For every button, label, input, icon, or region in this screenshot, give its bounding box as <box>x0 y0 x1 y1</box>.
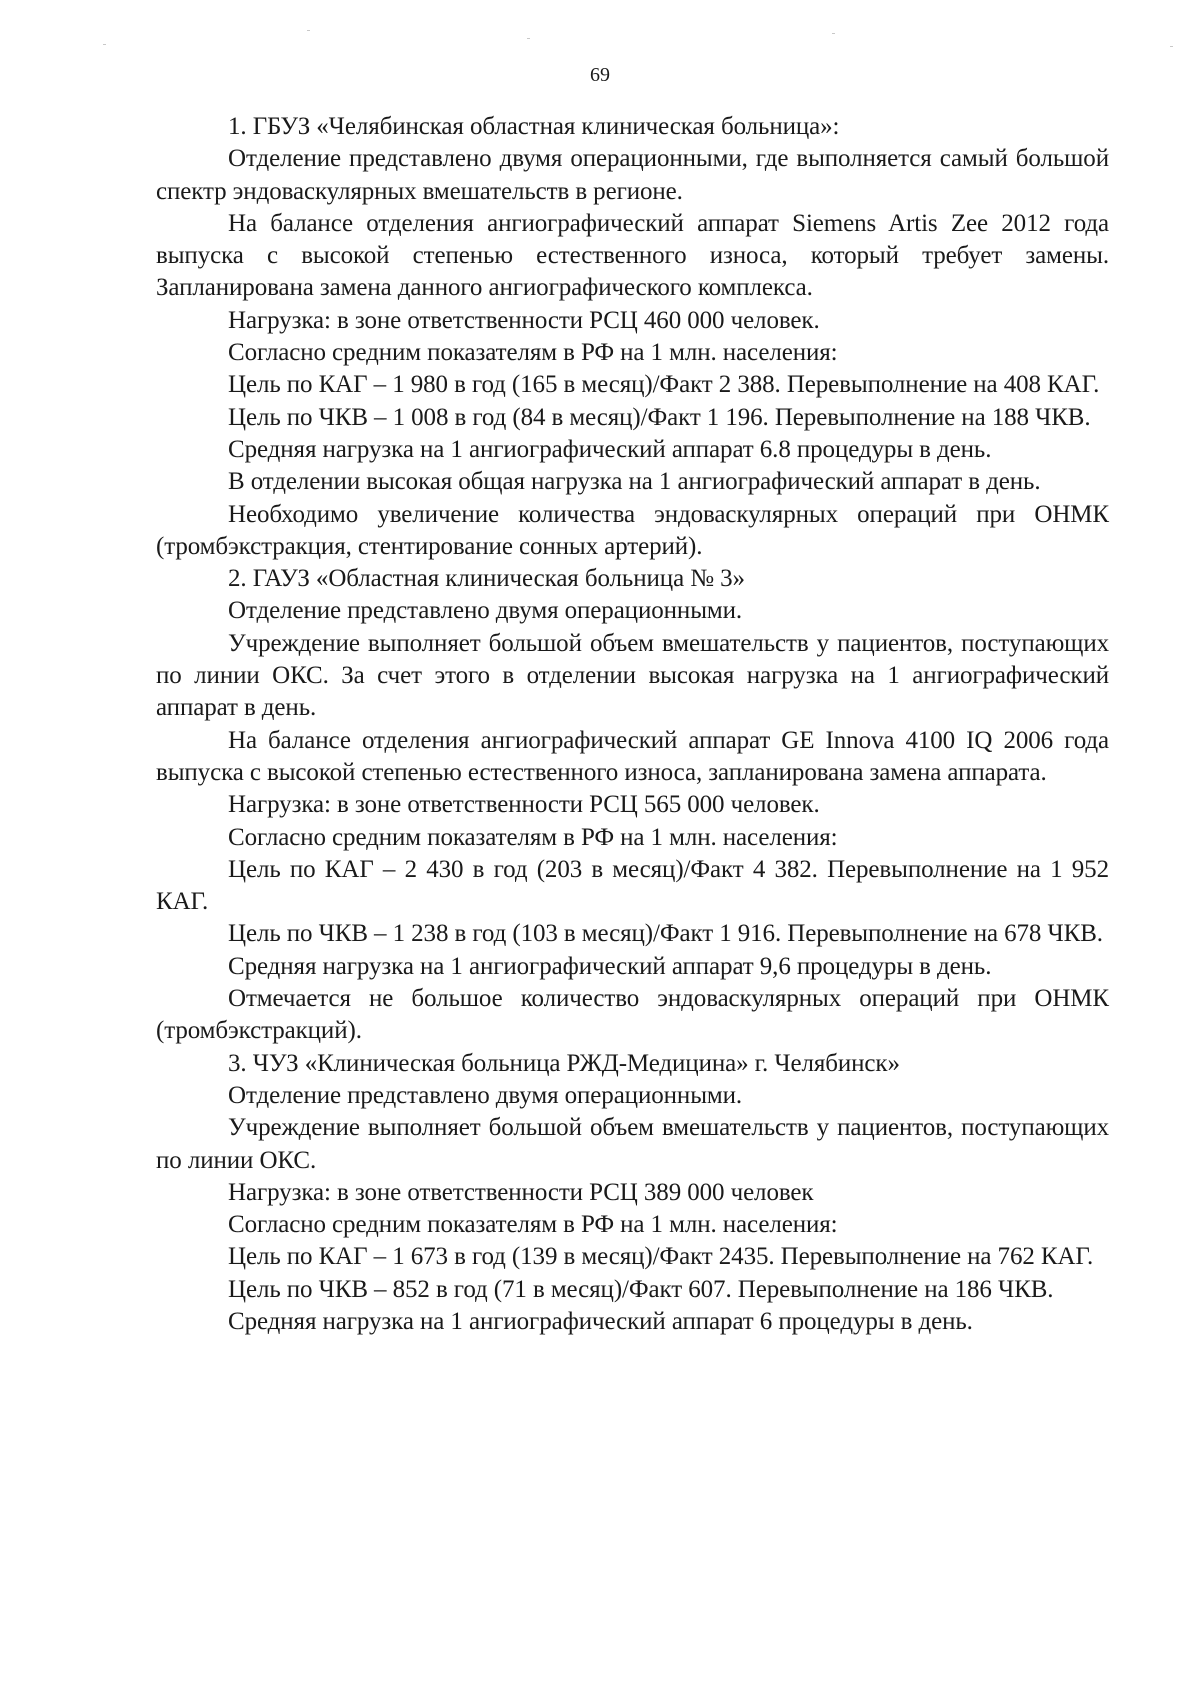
paragraph: На балансе отделения ангиографический аппарат Siemens Artis Zee 2012 года выпуска с высокой степенью естественного износа, который требует замены. Запланирована замена данного ангиографического комплекса. <box>156 209 1109 302</box>
paragraph: Нагрузка: в зоне ответственности РСЦ 460 000 человек. <box>228 306 820 334</box>
paragraph: Отделение представлено двумя операционными, где выполняется самый большой спектр эндоваскулярных вмешательств в регионе. <box>156 145 1109 205</box>
scan-speck <box>832 33 835 34</box>
paragraph: Отделение представлено двумя операционными. <box>228 597 743 625</box>
paragraph: В отделении высокая общая нагрузка на 1 ангиографический аппарат в день. <box>228 468 1041 496</box>
paragraph: Отделение представлено двумя операционными. <box>228 1081 743 1109</box>
document-body <box>156 111 1109 1338</box>
scan-speck <box>103 44 106 45</box>
paragraph: Цель по КАГ – 2 430 в год (203 в месяц)/Факт 4 382. Перевыполнение на 1 952 КАГ. <box>156 855 1109 916</box>
paragraph: Цель по ЧКВ – 1 008 в год (84 в месяц)/Факт 1 196. Перевыполнение на 188 ЧКВ. <box>228 403 1091 431</box>
paragraph: Цель по КАГ – 1 980 в год (165 в месяц)/Факт 2 388. Перевыполнение на 408 КАГ. <box>228 371 1100 399</box>
paragraph: Нагрузка: в зоне ответственности РСЦ 389 000 человек <box>228 1178 814 1206</box>
paragraph: Нагрузка: в зоне ответственности РСЦ 565 000 человек. <box>228 791 820 819</box>
section-heading: 2. ГАУЗ «Областная клиническая больница № 3» <box>228 565 745 593</box>
paragraph: Отмечается не большое количество эндоваскулярных операций при ОНМК (тромбэкстракций). <box>156 985 1109 1045</box>
paragraph: Учреждение выполняет большой объем вмешательств у пациентов, поступающих по линии ОКС. <box>156 1114 1109 1174</box>
scan-speck <box>1170 46 1173 47</box>
paragraph: Необходимо увеличение количества эндоваскулярных операций при ОНМК (тромбэкстракция, стентирование сонных артерий). <box>156 500 1109 560</box>
paragraph: Согласно средним показателям в РФ на 1 млн. населения: <box>228 823 838 851</box>
page-number: 69 <box>590 64 610 86</box>
paragraph: На балансе отделения ангиографический аппарат GE Innova 4100 IQ 2006 года выпуска с высокой степенью естественного износа, запланирована замена аппарата. <box>156 726 1109 786</box>
paragraph: Цель по КАГ – 1 673 в год (139 в месяц)/Факт 2435. Перевыполнение на 762 КАГ. <box>228 1243 1094 1271</box>
scan-speck <box>307 30 310 31</box>
paragraph: Средняя нагрузка на 1 ангиографический аппарат 9,6 процедуры в день. <box>228 952 992 980</box>
paragraph: Цель по ЧКВ – 1 238 в год (103 в месяц)/Факт 1 916. Перевыполнение на 678 ЧКВ. <box>228 920 1103 948</box>
section-heading: 3. ЧУЗ «Клиническая больница РЖД-Медицина» г. Челябинск» <box>228 1049 900 1077</box>
paragraph: Цель по ЧКВ – 852 в год (71 в месяц)/Факт 607. Перевыполнение на 186 ЧКВ. <box>228 1275 1054 1303</box>
section-heading: 1. ГБУЗ «Челябинская областная клиническая больница»: <box>228 113 840 140</box>
scan-speck <box>527 38 530 39</box>
paragraph: Согласно средним показателям в РФ на 1 млн. населения: <box>228 1211 838 1239</box>
paragraph: Согласно средним показателям в РФ на 1 млн. населения: <box>228 339 838 367</box>
paragraph: Учреждение выполняет большой объем вмешательств у пациентов, поступающих по линии ОКС. За счет этого в отделении высокая нагрузка на 1 ангиографический аппарат в день. <box>156 629 1109 722</box>
paragraph: Средняя нагрузка на 1 ангиографический аппарат 6.8 процедуры в день. <box>228 435 992 463</box>
paragraph: Средняя нагрузка на 1 ангиографический аппарат 6 процедуры в день. <box>228 1307 973 1335</box>
